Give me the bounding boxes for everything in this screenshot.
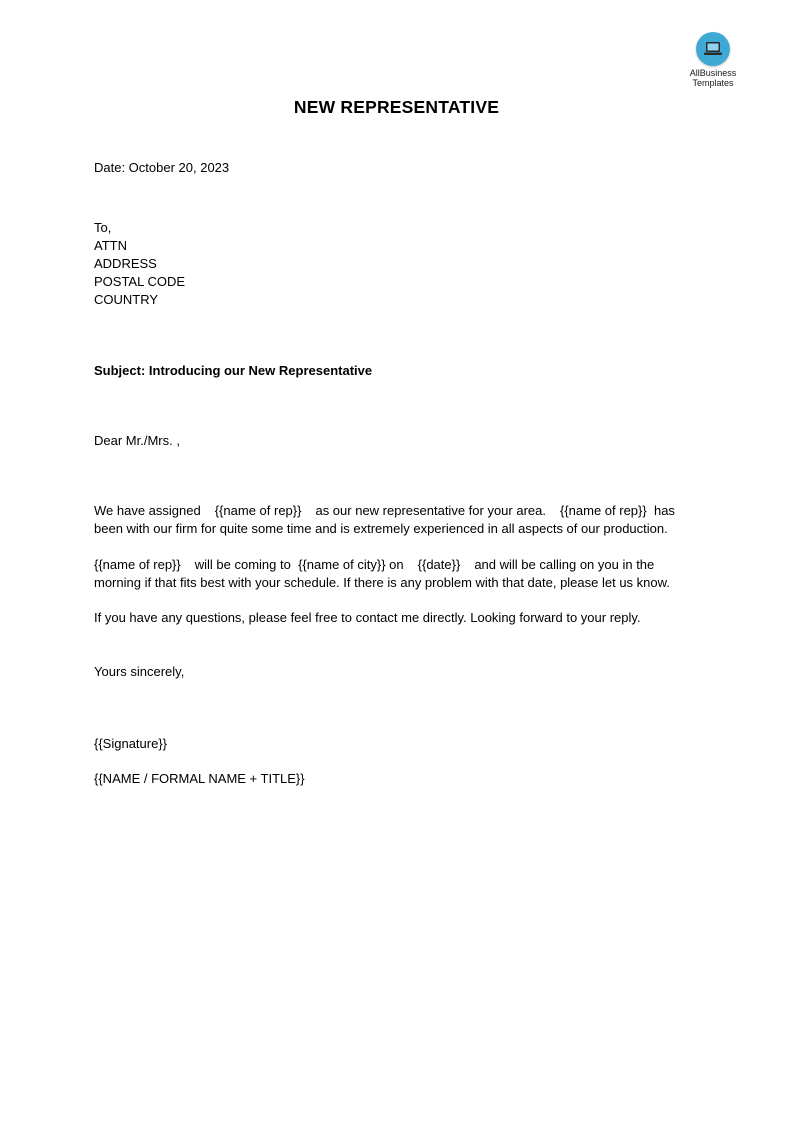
- para1-text-3: has: [653, 503, 675, 518]
- placeholder-name-of-rep: {{name of rep}}: [214, 503, 302, 518]
- address-postal-code: POSTAL CODE: [94, 274, 186, 289]
- placeholder-name-of-rep: {{name of rep}}: [94, 557, 181, 572]
- subject-line: Subject: Introducing our New Representative: [94, 363, 373, 378]
- placeholder-name-of-city: {{name of city}}: [298, 557, 386, 572]
- date-line: Date: October 20, 2023: [94, 160, 230, 175]
- paragraph-1-line-1: [94, 502, 675, 520]
- paragraph-2-line-1: [94, 556, 654, 574]
- para1-text-2: as our new representative for your area.: [315, 503, 546, 518]
- name-title-placeholder: {{NAME / FORMAL NAME + TITLE}}: [94, 771, 305, 786]
- paragraph-3: If you have any questions, please feel free to contact me directly. Looking forward to your reply.: [94, 610, 641, 625]
- salutation: Dear Mr./Mrs. ,: [94, 433, 180, 448]
- para2-text-2: on: [389, 557, 404, 572]
- address-country: COUNTRY: [94, 292, 159, 307]
- placeholder-date: {{date}}: [417, 557, 461, 572]
- placeholder-name-of-rep: {{name of rep}}: [559, 503, 647, 518]
- paragraph-1-line-2: been with our firm for quite some time and is extremely experienced in all aspects of our production.: [94, 521, 668, 536]
- para2-text-3: and will be calling on you in the: [474, 557, 655, 572]
- logo-text-line1: AllBusiness: [689, 68, 737, 78]
- address-attn: ATTN: [94, 238, 127, 253]
- logo-text-line2: Templates: [692, 78, 734, 88]
- page-title: NEW REPRESENTATIVE: [293, 97, 500, 117]
- para1-text-1: We have assigned: [94, 503, 201, 518]
- paragraph-2-line-2: morning if that fits best with your schedule. If there is any problem with that date, please let us know.: [94, 575, 670, 590]
- para2-text-1: will be coming to: [194, 557, 291, 572]
- address-street: ADDRESS: [94, 256, 157, 271]
- closing: Yours sincerely,: [94, 664, 185, 679]
- laptop-icon: [696, 32, 730, 66]
- address-to: To,: [94, 220, 112, 235]
- signature-placeholder: {{Signature}}: [94, 736, 168, 751]
- allbusiness-templates-logo: [680, 32, 746, 88]
